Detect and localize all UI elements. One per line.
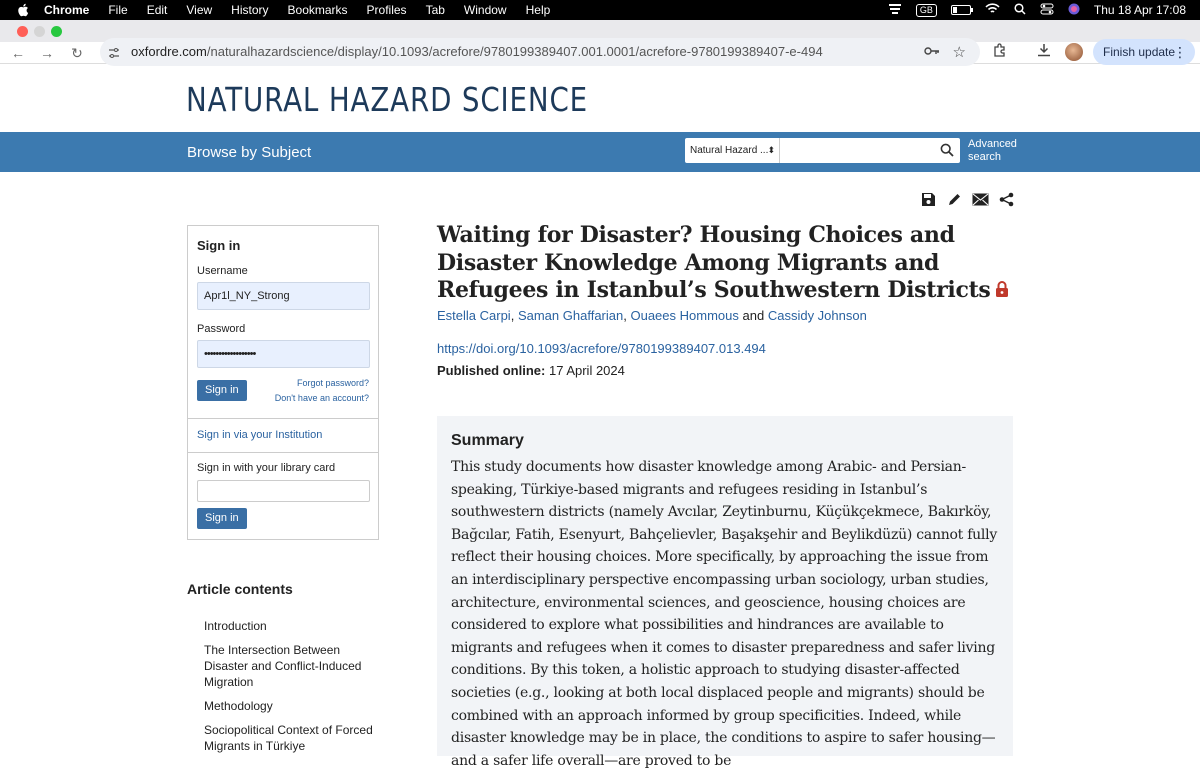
- browse-by-subject-link[interactable]: Browse by Subject: [187, 144, 312, 161]
- clock[interactable]: Thu 18 Apr 17:08: [1093, 3, 1186, 17]
- search-icon[interactable]: [940, 143, 954, 157]
- summary-section: [437, 416, 1013, 769]
- doi-link[interactable]: https://doi.org/10.1093/acrefore/9780199389407.013.494: [437, 341, 766, 356]
- article-authors: Estella Carpi, Saman Ghaffarian, Ouaees Hommous and Cassidy Johnson: [437, 308, 867, 323]
- browser-toolbar: [0, 42, 1200, 64]
- author-link[interactable]: Estella Carpi: [437, 308, 511, 323]
- battery-icon[interactable]: [951, 5, 971, 15]
- library-sign-in-button[interactable]: Sign in: [197, 508, 247, 529]
- more-vert-icon[interactable]: ⋮: [1173, 44, 1187, 60]
- search-scope-select[interactable]: Natural Hazard ... ⬍: [685, 138, 780, 163]
- advanced-search-link[interactable]: Advanced search: [968, 138, 1017, 163]
- author-link[interactable]: Saman Ghaffarian: [517, 308, 624, 323]
- library-card-input[interactable]: [197, 480, 370, 502]
- password-input[interactable]: ••••••••••••••••••: [197, 340, 370, 368]
- share-icon[interactable]: [997, 190, 1015, 208]
- save-icon[interactable]: [919, 190, 937, 208]
- contents-item-sociopolitical[interactable]: Sociopolitical Context of Forced Migrants in Türkiye: [204, 723, 373, 753]
- password-key-icon[interactable]: [924, 45, 940, 59]
- sign-in-heading: Sign in: [197, 238, 241, 253]
- menu-tab[interactable]: Tab: [425, 3, 445, 17]
- published-online: Published online: 17 April 2024: [437, 363, 625, 378]
- forward-arrow-icon[interactable]: →: [40, 45, 54, 61]
- control-center-icon[interactable]: [1040, 3, 1054, 18]
- password-label: Password: [197, 323, 246, 335]
- summary-heading: Summary: [451, 432, 524, 449]
- menu-view[interactable]: View: [186, 3, 213, 17]
- finish-update-button[interactable]: Finish update ⋮: [1093, 39, 1195, 65]
- author-link[interactable]: Cassidy Johnson: [767, 308, 867, 323]
- menu-chrome[interactable]: Chrome: [44, 3, 90, 17]
- forgot-password-link[interactable]: Forgot password?: [296, 378, 369, 388]
- site-nav-bar: [0, 132, 1200, 172]
- divider: [188, 452, 378, 453]
- select-arrows-icon: ⬍: [767, 145, 775, 155]
- zoom-window-button[interactable]: [51, 26, 62, 37]
- lock-icon: [995, 278, 1009, 296]
- sign-in-button[interactable]: Sign in: [197, 380, 247, 401]
- library-card-label: Sign in with your library card: [197, 462, 336, 474]
- menu-bookmarks[interactable]: Bookmarks: [287, 3, 348, 17]
- wifi-icon[interactable]: [985, 3, 1000, 17]
- site-search: [685, 138, 960, 163]
- username-label: Username: [197, 265, 248, 277]
- keyboard-layout[interactable]: GB: [916, 4, 937, 17]
- sign-in-panel: [187, 225, 379, 540]
- create-account-link[interactable]: Don't have an account?: [274, 393, 369, 403]
- close-window-button[interactable]: [17, 26, 28, 37]
- username-input[interactable]: Apr1l_NY_Strong: [197, 282, 370, 310]
- reload-icon[interactable]: ↻: [71, 45, 83, 61]
- address-bar[interactable]: [100, 38, 980, 66]
- menu-history[interactable]: History: [231, 3, 269, 17]
- menu-edit[interactable]: Edit: [146, 3, 168, 17]
- siri-icon[interactable]: [1068, 3, 1080, 18]
- author-link[interactable]: Ouaees Hommous: [630, 308, 739, 323]
- contents-item-intersection[interactable]: The Intersection Between Disaster and Conflict-Induced Migration: [204, 643, 362, 689]
- search-icon[interactable]: [1014, 3, 1026, 18]
- url-text[interactable]: oxfordre.com/naturalhazardscience/display/10.1093/acrefore/9780199389407.001.0001/acrefore-9780199389407-e-494: [131, 44, 823, 59]
- article-contents-list: [204, 618, 379, 762]
- summary-text: This study documents how disaster knowledge among Arabic- and Persian-speaking, Türkiye-based migrants and refugees residing in Istanbul’s southwestern districts (namely Avcılar, Zeytinburnu, Küçükçekmece, Bakırköy, Bağcılar, Fatih, Esenyurt, Bahçelievler, Başakşehir and Beylikdüzü) cannot fully reflect their housing choices. More specifically, by approaching the issue from an interdisciplinary perspective encompassing urban sociology, urban studies, architecture, environmental sciences, and geoscience, housing choices are considered to explore what possibilities and hindrances are available to migrants and refugees when it comes to disaster preparedness and safer living conditions. By this token, a holistic approach to studying disaster-affected societies (e.g., looking at both local displaced people and migrants) should be combined with an approach informed by group specificities. Indeed, while disaster knowledge may be in place, the conditions to aspire to safer housing—and a safer life overall—are proved to be: [451, 459, 998, 769]
- back-arrow-icon[interactable]: ←: [11, 45, 25, 61]
- institution-sign-in-link[interactable]: Sign in via your Institution: [197, 429, 323, 441]
- minimize-window-button[interactable]: [34, 26, 45, 37]
- extensions-icon[interactable]: [990, 42, 1010, 62]
- divider: [188, 418, 378, 419]
- contents-item-methodology[interactable]: Methodology: [204, 699, 273, 713]
- bookmark-star-icon[interactable]: ☆: [952, 44, 966, 61]
- apple-icon[interactable]: [16, 3, 30, 17]
- email-icon[interactable]: [971, 190, 989, 208]
- menu-file[interactable]: File: [108, 3, 128, 17]
- profile-avatar[interactable]: [1065, 43, 1083, 61]
- article-title: Waiting for Disaster? Housing Choices and Disaster Knowledge Among Migrants and Refugees in Istanbul’s Southwestern Districts: [437, 222, 1027, 305]
- article-actions: [919, 190, 1015, 208]
- article-contents-heading: Article contents: [187, 581, 293, 597]
- contents-item-introduction[interactable]: Introduction: [204, 619, 267, 633]
- site-logo[interactable]: NATURAL HAZARD SCIENCE: [186, 80, 589, 119]
- edit-pencil-icon[interactable]: [945, 190, 963, 208]
- site-info-icon[interactable]: [108, 46, 120, 58]
- menu-help[interactable]: Help: [525, 3, 551, 17]
- macos-menubar: [0, 0, 1200, 20]
- menu-profiles[interactable]: Profiles: [366, 3, 407, 17]
- menu-window[interactable]: Window: [463, 3, 507, 17]
- download-icon[interactable]: [1034, 42, 1054, 62]
- stack-icon[interactable]: [888, 3, 902, 18]
